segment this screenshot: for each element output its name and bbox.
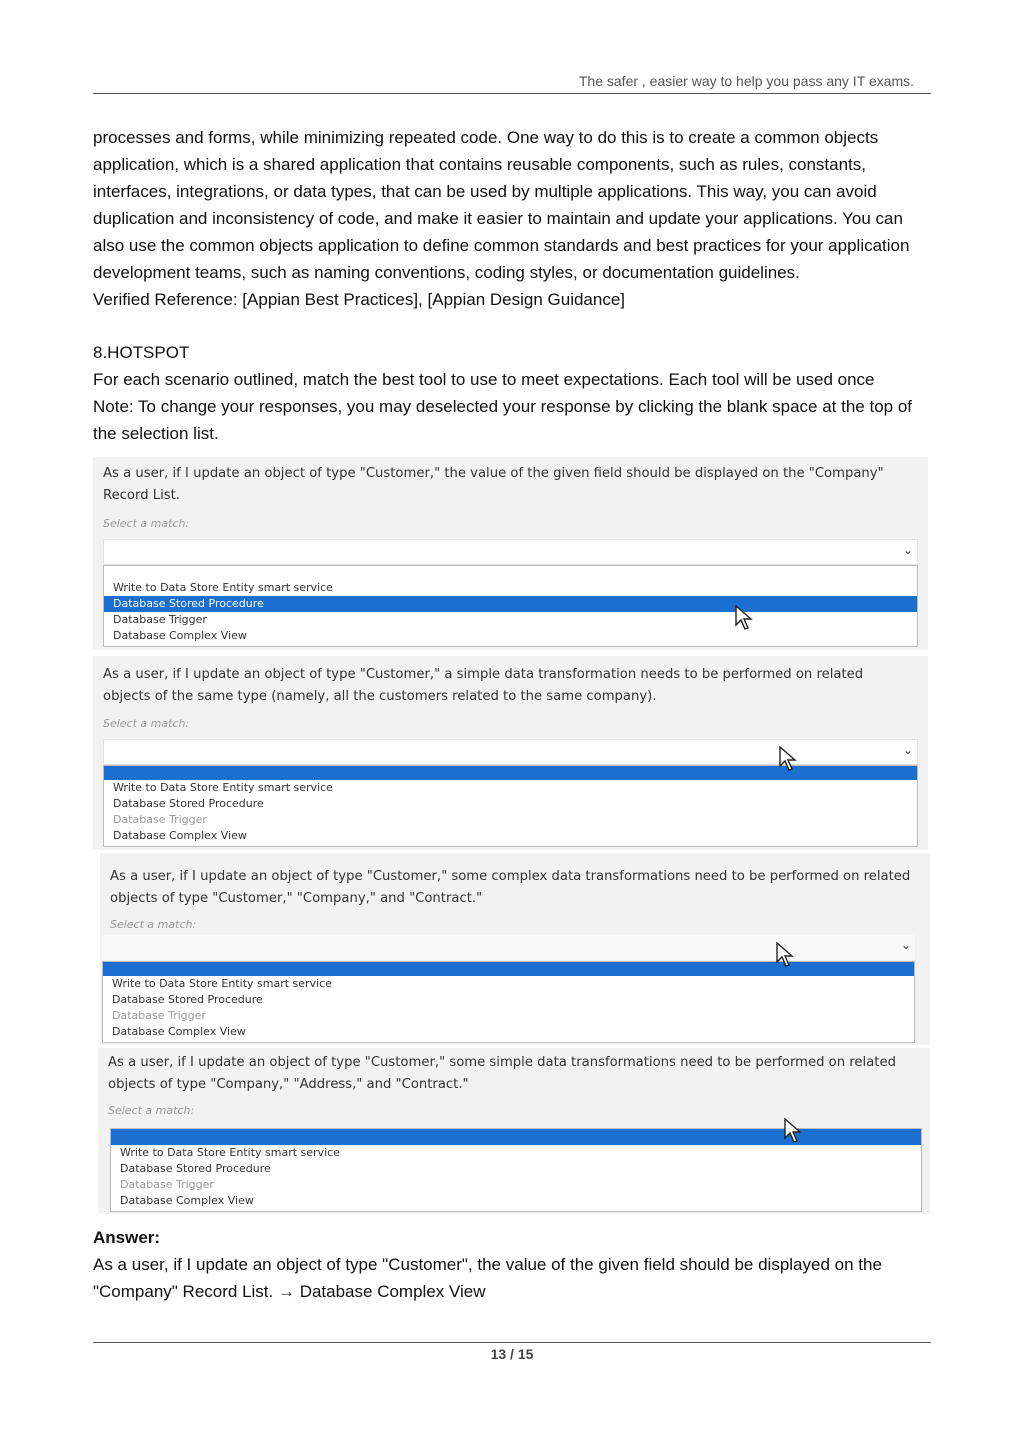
- option-database-stored-procedure[interactable]: Database Stored Procedure: [113, 797, 264, 810]
- question-section: [93, 339, 938, 447]
- select-hint: Select a match:: [103, 717, 190, 730]
- mouse-pointer-icon: [776, 942, 794, 968]
- select-hint: Select a match:: [103, 517, 190, 530]
- page-number: 13 / 15: [490, 1346, 534, 1362]
- footer-divider: [93, 1342, 931, 1343]
- scenario-prompt: As a user, if I update an object of type "Customer," some simple data transformations need to be performed on related objects of type "Company," "Address," and "Contract.": [108, 1055, 896, 1092]
- match-select[interactable]: [103, 539, 918, 565]
- scenario-prompt: As a user, if I update an object of type "Customer," some complex data transformations need to be performed on related objects of type "Customer," "Company," and "Contract.": [110, 869, 911, 906]
- intro-section: [93, 124, 938, 313]
- chevron-down-icon: ⌄: [900, 938, 911, 952]
- mouse-pointer-icon: [735, 605, 753, 631]
- verified-reference: Verified Reference: [Appian Best Practices], [Appian Design Guidance]: [93, 290, 626, 309]
- chevron-down-icon: ⌄: [902, 543, 913, 557]
- answer-text: As a user, if I update an object of type "Customer", the value of the given field should be displayed on the "Company" Record List. → Database Complex View: [93, 1255, 882, 1301]
- question-note: Note: To change your responses, you may deselected your response by clicking the blank space at the top of the selection list.: [93, 397, 913, 443]
- scenario-2-panel: [93, 656, 928, 850]
- match-options-list[interactable]: [103, 565, 918, 647]
- scenario-prompt: As a user, if I update an object of type "Customer," a simple data transformation needs to be performed on related objects of the same type (namely, all the customers related to the same company).: [103, 667, 864, 704]
- option-database-trigger[interactable]: Database Trigger: [113, 613, 207, 626]
- option-write-to-data-store[interactable]: Write to Data Store Entity smart service: [112, 977, 332, 990]
- select-hint: Select a match:: [108, 1104, 195, 1117]
- question-instruction: For each scenario outlined, match the best tool to use to meet expectations. Each tool will be used once: [93, 370, 875, 389]
- intro-paragraph: processes and forms, while minimizing repeated code. One way to do this is to create a common objects application, which is a shared application that contains reusable components, such as rules, constants, interfaces, integrations, or data types, that can be used by multiple applications. This way, you can avoid duplication and inconsistency of code, and make it easier to maintain and update your applications. You can also use the common objects application to define common standards and best practices for your application development teams, such as naming conventions, coding styles, or documentation guidelines.: [93, 128, 910, 282]
- scenario-prompt: As a user, if I update an object of type "Customer," the value of the given field should be displayed on the "Company" Record List.: [103, 466, 884, 503]
- option-write-to-data-store[interactable]: Write to Data Store Entity smart service: [113, 781, 333, 794]
- option-database-complex-view[interactable]: Database Complex View: [112, 1025, 246, 1038]
- answer-text-block: [93, 1251, 938, 1305]
- scenario-4-panel: [98, 1048, 930, 1214]
- option-database-trigger[interactable]: Database Trigger: [112, 1009, 206, 1022]
- match-options-list[interactable]: [102, 961, 915, 1043]
- option-database-complex-view[interactable]: Database Complex View: [120, 1194, 254, 1207]
- option-write-to-data-store[interactable]: Write to Data Store Entity smart service: [113, 581, 333, 594]
- mouse-pointer-icon: [779, 746, 797, 772]
- option-database-complex-view[interactable]: Database Complex View: [113, 629, 247, 642]
- question-number: 8.HOTSPOT: [93, 343, 190, 362]
- option-database-complex-view[interactable]: Database Complex View: [113, 829, 247, 842]
- select-hint: Select a match:: [110, 918, 197, 931]
- scenario-3-panel: [100, 853, 930, 1045]
- chevron-down-icon: ⌄: [902, 743, 913, 757]
- option-database-stored-procedure[interactable]: Database Stored Procedure: [112, 993, 263, 1006]
- match-options-list[interactable]: [103, 765, 918, 847]
- option-database-trigger[interactable]: Database Trigger: [113, 813, 207, 826]
- header-divider: [93, 93, 931, 94]
- option-database-trigger[interactable]: Database Trigger: [120, 1178, 214, 1191]
- mouse-pointer-icon: [784, 1118, 802, 1144]
- option-database-stored-procedure[interactable]: Database Stored Procedure: [104, 596, 917, 612]
- scenario-1-panel: [93, 457, 928, 650]
- answer-label: Answer:: [93, 1228, 161, 1247]
- option-write-to-data-store[interactable]: Write to Data Store Entity smart service: [120, 1146, 340, 1159]
- page-header-tagline: The safer , easier way to help you pass any IT exams.: [578, 73, 914, 89]
- option-database-stored-procedure[interactable]: Database Stored Procedure: [120, 1162, 271, 1175]
